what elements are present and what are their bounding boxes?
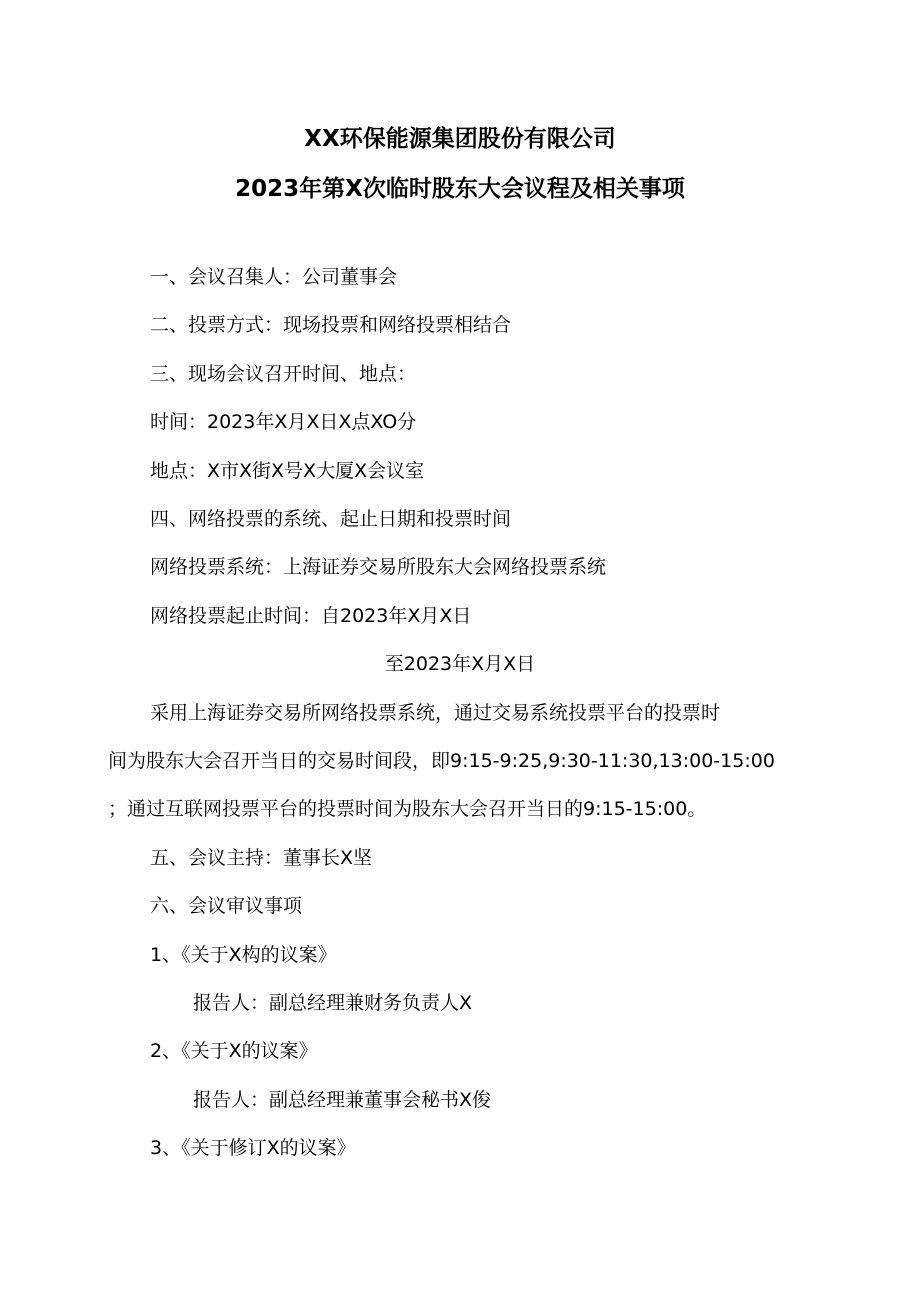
online-voting-end: 至2023年X月X日	[384, 653, 536, 675]
agenda-item-1-reporter: 报告人：副总经理兼财务负责人X	[193, 992, 473, 1014]
voting-paragraph-line3: ；通过互联网投票平台的投票时间为股东大会召开当日的9:15-15:00。	[108, 798, 707, 820]
meeting-time: 时间：2023年X月X日X点XO分	[150, 411, 417, 433]
meeting-location: 地点：X市X街X号X大厦X会议室	[150, 460, 425, 482]
agenda-item-3: 3、《关于修订X的议案》	[150, 1137, 356, 1159]
agenda-item-2: 2、《关于X的议案》	[150, 1040, 318, 1062]
section-voting-method: 二、投票方式：现场投票和网络投票相结合	[150, 314, 512, 336]
agenda-item-1: 1、《关于X构的议案》	[150, 944, 337, 966]
voting-paragraph-line1: 采用上海证券交易所网络投票系统，通过交易系统投票平台的投票时	[150, 702, 721, 724]
document-title-line1: XX环保能源集团股份有限公司	[304, 126, 616, 152]
section-online-voting: 四、网络投票的系统、起止日期和投票时间	[150, 508, 512, 530]
section-chairperson: 五、会议主持：董事长X坚	[150, 847, 373, 869]
section-agenda-items: 六、会议审议事项	[150, 895, 303, 917]
section-convener: 一、会议召集人：公司董事会	[150, 266, 398, 288]
document-title-line2: 2023年第X次临时股东大会议程及相关事项	[235, 176, 685, 202]
online-voting-start: 网络投票起止时间：自2023年X月X日	[150, 605, 472, 627]
voting-paragraph-line2: 间为股东大会召开当日的交易时间段，即9:15-9:25,9:30-11:30,13:00-15:00	[108, 750, 775, 772]
online-voting-system: 网络投票系统：上海证券交易所股东大会网络投票系统	[150, 556, 607, 578]
section-onsite-meeting: 三、现场会议召开时间、地点：	[150, 363, 417, 385]
agenda-item-2-reporter: 报告人：副总经理兼董事会秘书X俊	[193, 1089, 492, 1111]
